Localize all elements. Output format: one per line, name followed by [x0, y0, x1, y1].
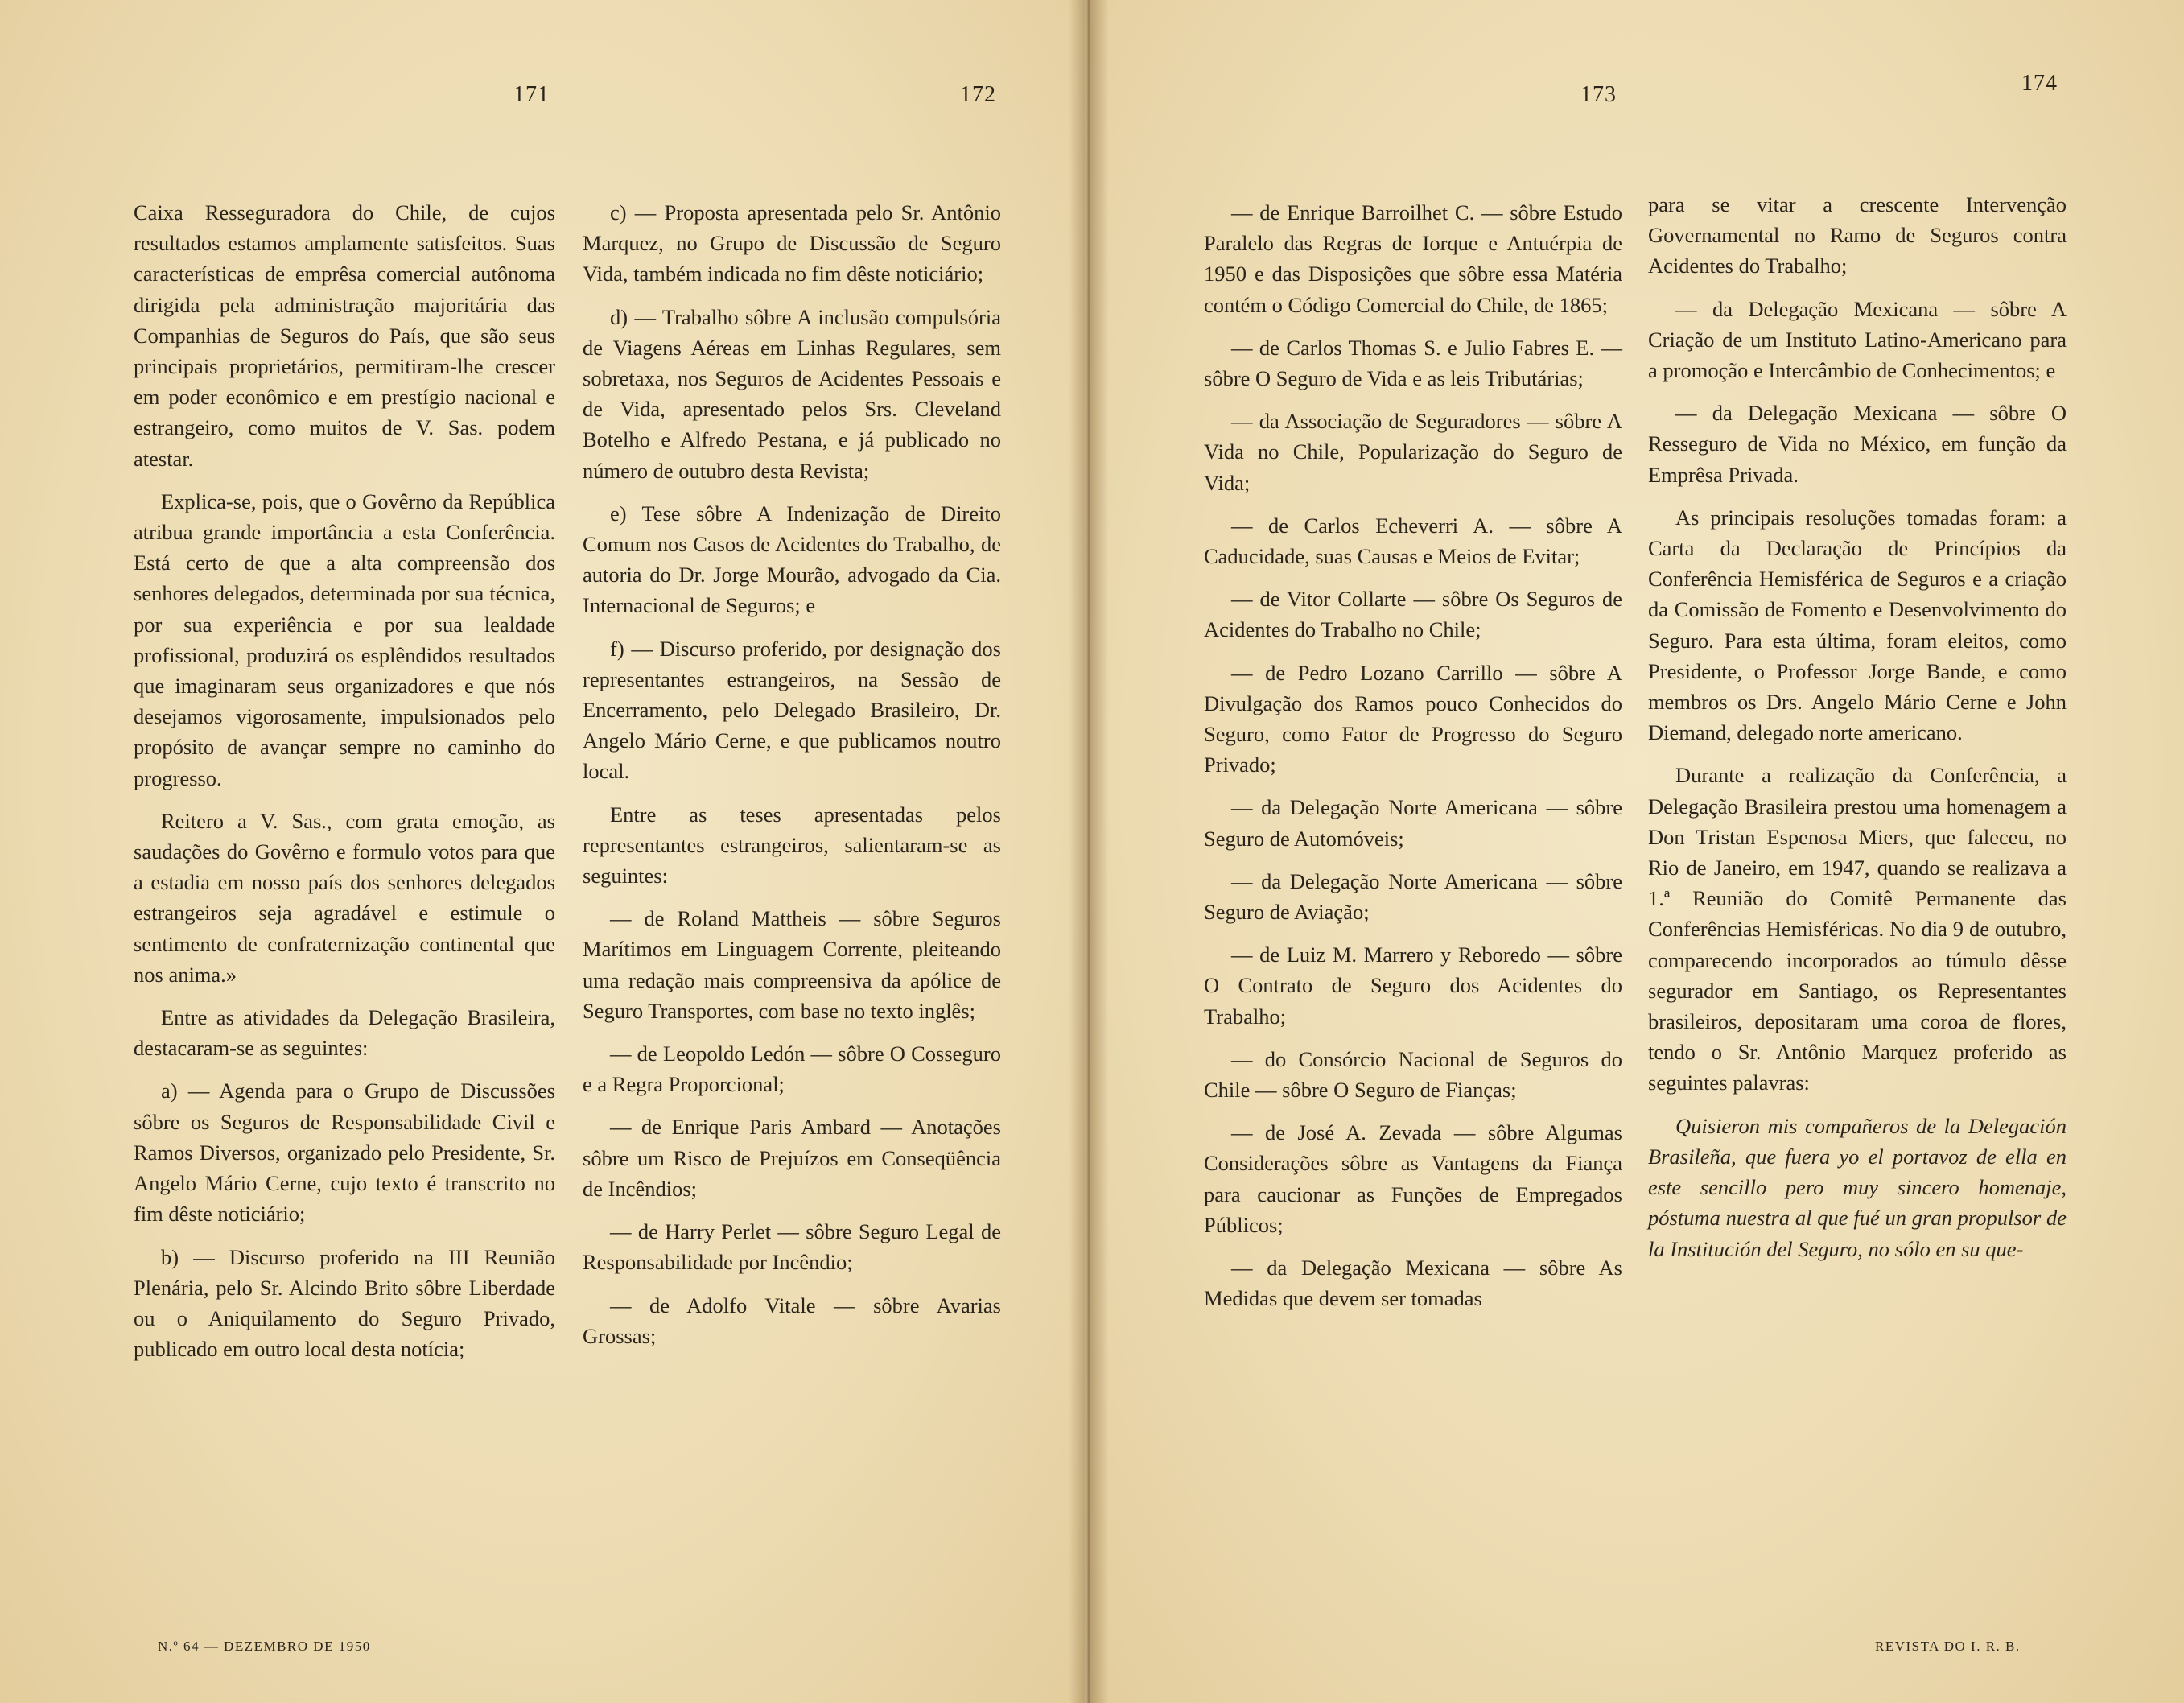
paragraph: Durante a realização da Conferência, a Delegação Brasileira prestou uma homenagem a Don Tristan Espenosa Miers, que faleceu, no Rio de Janeiro, em 1947, quando se realizava a 1.ª Reunião do Comitê Permanente das Conferências Hemisféricas. No dia 9 de outubro, comparecendo incorporados ao túmulo dêsse segurador em Santiago, os Representantes brasileiros, depositaram uma coroa de flores, tendo o Sr. Antônio Marquez proferido as seguintes palavras: [1648, 763, 2067, 1095]
paragraph: — da Delegação Mexicana — sôbre O Resseguro de Vida no México, em função da Emprêsa Privada. [1648, 401, 2067, 487]
book-gutter [1069, 0, 1109, 1703]
page-174-column [1648, 189, 2067, 1276]
paragraph: Entre as atividades da Delegação Brasileira, destacaram-se as seguintes: [134, 1005, 555, 1061]
page-number-173: 173 [1580, 82, 1617, 107]
paragraph: — de Carlos Echeverri A. — sôbre A Caducidade, suas Causas e Meios de Evitar; [1204, 513, 1622, 569]
paragraph: f) — Discurso proferido, por designação dos representantes estrangeiros, na Sessão de Encerramento, pelo Delegado Brasileiro, Dr. Angelo Mário Cerne, e que publicamos noutro local. [583, 636, 1001, 784]
page-number-174: 174 [2021, 71, 2058, 96]
paragraph: — de Luiz M. Marrero y Reboredo — sôbre O Contrato de Seguro dos Acidentes do Trabalho; [1204, 942, 1622, 1029]
paragraph: Caixa Resseguradora do Chile, de cujos resultados estamos amplamente satisfeitos. Suas características de emprêsa comercial autônoma dirigida pela administração majoritária das Companhias de Seguros do País, que são seus principais proprietários, permitiram-lhe crescer em poder econômico e em prestígio nacional e estrangeiro, como muitos de V. Sas. podem atestar. [134, 200, 555, 471]
paragraph: Reitero a V. Sas., com grata emoção, as saudações do Govêrno e formulo votos para que a estadia em nosso país dos senhores delegados estrangeiros seja agradável e estimule o sentimento de confraternização continental que nos anima.» [134, 808, 555, 987]
paragraph: d) — Trabalho sôbre A inclusão compulsória de Viagens Aéreas em Linhas Regulares, sem sobretaxa, nos Seguros de Acidentes Pessoais e de Vida, apresentado pelos Srs. Cleveland Botelho e Alfredo Pestana, e já publicado no número de outubro desta Revista; [583, 304, 1001, 483]
paragraph: — de Carlos Thomas S. e Julio Fabres E. — sôbre O Seguro de Vida e as leis Tributárias; [1204, 335, 1622, 391]
paragraph: Explica-se, pois, que o Govêrno da República atribua grande importância a esta Conferência. Está certo de que a alta compreensão dos senhores delegados, determinada por sua técnica, por sua experiência e por sua lealdade profissional, produzirá os esplêndidos resultados que imaginaram seus organizadores e que nós desejamos vigorosamente, impulsionados pelo propósito de avançar sempre no caminho do progresso. [134, 489, 555, 790]
paragraph: para se vitar a crescente Intervenção Governamental no Ramo de Seguros contra Acidentes do Trabalho; [1648, 192, 2067, 278]
paragraph: — de Pedro Lozano Carrillo — sôbre A Divulgação dos Ramos pouco Conhecidos do Seguro, como Fator de Progresso do Seguro Privado; [1204, 660, 1622, 777]
footer-issue-date: N.º 64 — DEZEMBRO DE 1950 [158, 1639, 371, 1654]
page-number-171: 171 [513, 82, 550, 107]
page-172-column [583, 197, 1001, 1363]
paragraph: Quisieron mis compañeros de la Delegación Brasileña, que fuera yo el portavoz de ella en este sencillo pero muy sincero homenaje, póstuma nuestra al que fué un gran propulsor de la Institución del Seguro, no sólo en su que- [1648, 1113, 2067, 1261]
paragraph: As principais resoluções tomadas foram: a Carta da Declaração de Princípios da Conferência Hemisférica de Seguros e a criação da Comissão de Fomento e Desenvolvimento do Seguro. Para esta última, foram eleitos, como Presidente, o Professor Jorge Bande, e como membros os Drs. Angelo Mário Cerne e John Diemand, delegado norte americano. [1648, 505, 2067, 745]
paragraph: — de Leopoldo Ledón — sôbre O Cosseguro e a Regra Proporcional; [583, 1041, 1001, 1097]
paragraph: — da Associação de Seguradores — sôbre A Vida no Chile, Popularização do Seguro de Vida; [1204, 409, 1622, 495]
paragraph: Entre as teses apresentadas pelos representantes estrangeiros, salientaram-se as seguintes: [583, 802, 1001, 889]
paragraph: a) — Agenda para o Grupo de Discussões sôbre os Seguros de Responsabilidade Civil e Ramos Diversos, organizado pelo Presidente, Sr. Angelo Mário Cerne, cujo texto é transcrito no fim dêste noticiário; [134, 1078, 555, 1227]
paragraph: — de Enrique Barroilhet C. — sôbre Estudo Paralelo das Regras de Iorque e Antuérpia de 1950 e das Disposições que sôbre essa Matéria contém o Código Comercial do Chile, de 1865; [1204, 200, 1622, 317]
paragraph: — do Consórcio Nacional de Seguros do Chile — sôbre O Seguro de Fianças; [1204, 1046, 1622, 1103]
paragraph: b) — Discurso proferido na III Reunião Plenária, pelo Sr. Alcindo Brito sôbre Liberdade ou o Aniquilamento do Seguro Privado, publicado em outro local desta notícia; [134, 1244, 555, 1362]
paragraph: — da Delegação Norte Americana — sôbre Seguro de Automóveis; [1204, 795, 1622, 851]
paragraph: — de Harry Perlet — sôbre Seguro Legal de Responsabilidade por Incêndio; [583, 1219, 1001, 1275]
paragraph: — de Enrique Paris Ambard — Anotações sôbre um Risco de Prejuízos em Conseqüência de Incêndios; [583, 1115, 1001, 1201]
page-173-column [1204, 197, 1622, 1326]
paragraph: c) — Proposta apresentada pelo Sr. Antônio Marquez, no Grupo de Discussão de Seguro Vida, também indicada no fim dêste noticiário; [583, 200, 1001, 287]
page-number-172: 172 [960, 82, 996, 107]
paragraph: — de José A. Zevada — sôbre Algumas Considerações sôbre as Vantagens da Fiança para caucionar as Funções de Empregados Públicos; [1204, 1120, 1622, 1237]
paragraph: e) Tese sôbre A Indenização de Direito Comum nos Casos de Acidentes do Trabalho, de autoria do Dr. Jorge Mourão, advogado da Cia. Internacional de Seguros; e [583, 501, 1001, 618]
paragraph: — da Delegação Mexicana — sôbre As Medidas que devem ser tomadas [1204, 1256, 1622, 1311]
footer-journal-name: REVISTA DO I. R. B. [1875, 1639, 2021, 1654]
paragraph: — da Delegação Mexicana — sôbre A Criação de um Instituto Latino-Americano para a promoção e Intercâmbio de Conhecimentos; e [1648, 296, 2067, 383]
paragraph: — de Adolfo Vitale — sôbre Avarias Grossas; [583, 1293, 1001, 1348]
paragraph: — de Roland Mattheis — sôbre Seguros Marítimos em Linguagem Corrente, pleiteando uma redação mais compreensiva da apólice de Seguro Transportes, com base no texto inglês; [583, 906, 1001, 1023]
paragraph: — de Vitor Collarte — sôbre Os Seguros de Acidentes do Trabalho no Chile; [1204, 587, 1622, 642]
paragraph: — da Delegação Norte Americana — sôbre Seguro de Aviação; [1204, 868, 1622, 925]
page-171-column [134, 197, 555, 1376]
